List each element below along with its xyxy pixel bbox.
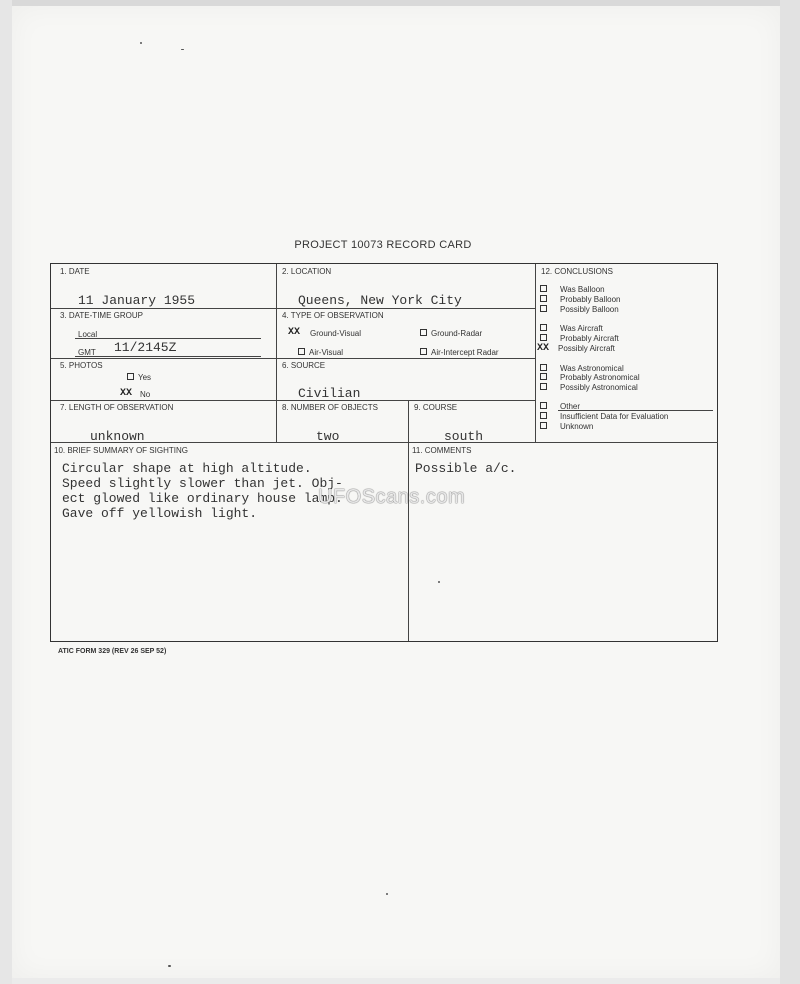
photos-no-checkmark: XX xyxy=(120,388,133,399)
length-label: 7. LENGTH OF OBSERVATION xyxy=(60,403,174,412)
conclusion-was-aircraft: Was Aircraft xyxy=(540,324,603,333)
objects-value: two xyxy=(316,429,340,444)
checkbox-icon xyxy=(420,348,427,355)
other-underline xyxy=(558,410,713,411)
checkbox-icon xyxy=(298,348,305,355)
summary-line: Speed slightly slower than jet. Obj- xyxy=(62,476,343,491)
scan-speck xyxy=(181,49,184,50)
watermark-text: UFOScans.com xyxy=(318,486,466,508)
course-value: south xyxy=(444,429,484,444)
checkbox-icon xyxy=(540,334,547,341)
scan-edge-left xyxy=(0,0,12,984)
card-title: PROJECT 10073 RECORD CARD xyxy=(294,239,472,251)
summary-line: Circular shape at high altitude. xyxy=(62,461,312,476)
location-label: 2. LOCATION xyxy=(282,267,332,276)
source-value: Civilian xyxy=(298,386,361,401)
location-value: Queens, New York City xyxy=(298,293,462,308)
air-intercept-option: Air-Intercept Radar xyxy=(420,348,499,357)
divider xyxy=(535,264,536,442)
form-footer: ATIC FORM 329 (REV 26 SEP 52) xyxy=(58,648,167,655)
source-label: 6. SOURCE xyxy=(282,361,326,370)
ground-visual-checkmark: XX xyxy=(288,327,301,338)
photos-yes-option: Yes xyxy=(127,373,151,382)
checkbox-icon xyxy=(540,305,547,312)
scan-edge-right xyxy=(780,0,800,984)
conclusion-was-astronomical: Was Astronomical xyxy=(540,364,624,373)
scan-speck xyxy=(168,965,171,967)
comments-label: 11. COMMENTS xyxy=(412,446,472,455)
photos-label: 5. PHOTOS xyxy=(60,361,103,370)
objects-label: 8. NUMBER OF OBJECTS xyxy=(282,403,379,412)
divider xyxy=(408,400,409,641)
checkbox-icon xyxy=(540,412,547,419)
checkbox-icon xyxy=(540,402,547,409)
local-underline xyxy=(75,338,261,339)
conclusion-probably-astronomical: Probably Astronomical xyxy=(540,373,640,382)
gmt-label: GMT xyxy=(78,348,96,357)
divider xyxy=(51,442,718,443)
conclusion-possibly-astronomical: Possibly Astronomical xyxy=(540,383,638,392)
checkbox-icon xyxy=(540,373,547,380)
scan-speck xyxy=(140,42,142,44)
summary-line: Gave off yellowish light. xyxy=(62,506,258,521)
conclusion-insufficient-data: Insufficient Data for Evaluation xyxy=(540,412,668,421)
photos-no-option: No xyxy=(140,390,151,399)
summary-label: 10. BRIEF SUMMARY OF SIGHTING xyxy=(54,446,188,455)
conclusion-was-balloon: Was Balloon xyxy=(540,285,605,294)
date-label: 1. DATE xyxy=(60,267,90,276)
gmt-underline xyxy=(75,356,261,357)
checkbox-icon xyxy=(540,324,547,331)
length-value: unknown xyxy=(90,429,145,444)
checkbox-icon xyxy=(540,422,547,429)
conclusion-probably-aircraft: Probably Aircraft xyxy=(540,334,619,343)
divider xyxy=(51,358,536,359)
scan-speck xyxy=(386,893,388,895)
checkbox-icon xyxy=(540,295,547,302)
gmt-value: 11/2145Z xyxy=(114,340,177,355)
conclusion-possibly-balloon: Possibly Balloon xyxy=(540,305,619,314)
divider xyxy=(51,400,536,401)
ground-visual-option: Ground-Visual xyxy=(310,329,361,338)
conclusions-label: 12. CONCLUSIONS xyxy=(541,267,614,276)
conclusion-possibly-aircraft: Possibly Aircraft xyxy=(558,344,615,353)
checkbox-icon xyxy=(420,329,427,336)
conclusion-unknown: Unknown xyxy=(540,422,593,431)
divider xyxy=(51,308,536,309)
datetime-label: 3. DATE-TIME GROUP xyxy=(60,311,143,320)
course-label: 9. COURSE xyxy=(414,403,458,412)
air-visual-option: Air-Visual xyxy=(298,348,343,357)
local-label: Local xyxy=(78,330,98,339)
conclusion-probably-balloon: Probably Balloon xyxy=(540,295,620,304)
observation-type-label: 4. TYPE OF OBSERVATION xyxy=(282,311,384,320)
conclusion-other: Other xyxy=(540,402,580,411)
date-value: 11 January 1955 xyxy=(78,293,196,308)
comments-value: Possible a/c. xyxy=(415,461,517,476)
ground-radar-option: Ground-Radar xyxy=(420,329,482,338)
possibly-aircraft-checkmark: XX xyxy=(537,343,550,354)
checkbox-icon xyxy=(127,373,134,380)
checkbox-icon xyxy=(540,285,547,292)
summary-line: ect glowed like ordinary house lamp. xyxy=(62,491,343,506)
checkbox-icon xyxy=(540,383,547,390)
checkbox-icon xyxy=(540,364,547,371)
divider xyxy=(276,264,277,442)
